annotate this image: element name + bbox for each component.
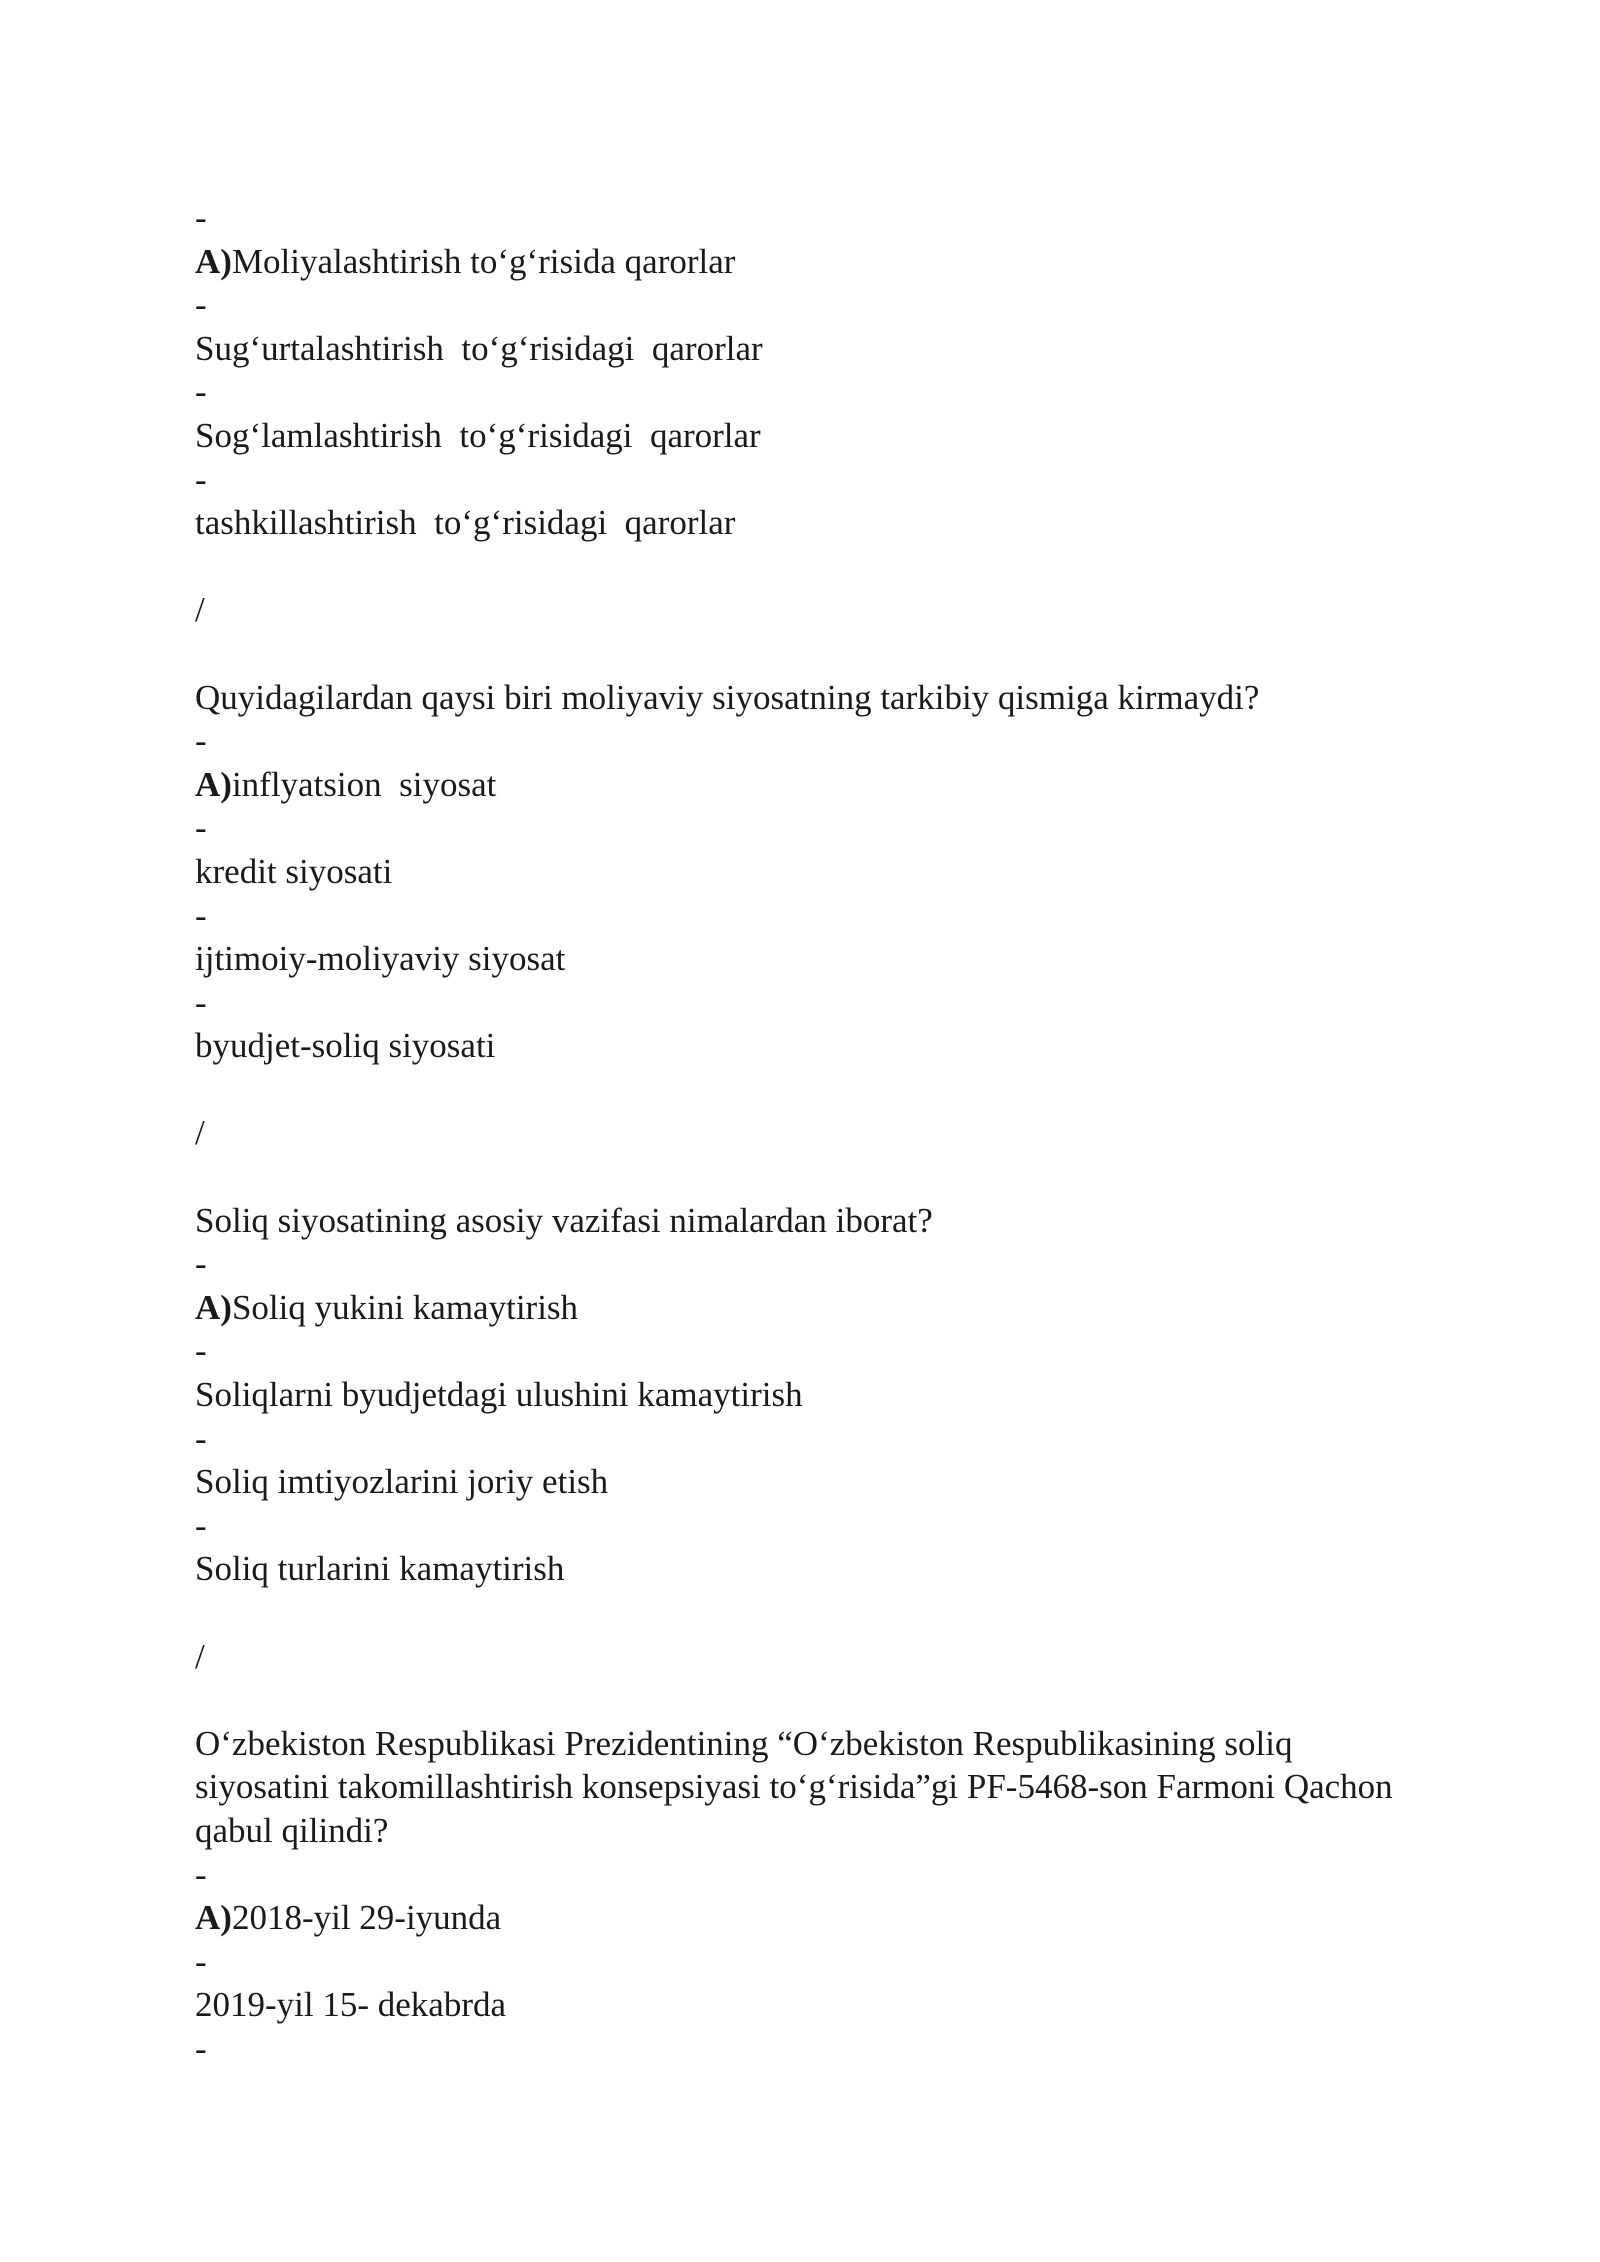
- option-b: kredit siyosati: [195, 851, 393, 891]
- option-dash: -: [195, 198, 207, 237]
- question-block-1: [195, 196, 1435, 545]
- option-dash: -: [195, 285, 207, 325]
- option-c: Sog‘lamlashtirish to‘g‘risidagi qarorlar: [195, 415, 761, 455]
- option-dash: -: [195, 1505, 207, 1545]
- option-d: byudjet-soliq siyosati: [195, 1026, 496, 1066]
- option-dash: -: [195, 1418, 207, 1458]
- option-a: [195, 763, 1435, 807]
- option-dash: -: [195, 895, 207, 935]
- option-c: Soliq imtiyozlarini joriy etish: [195, 1462, 609, 1502]
- question-block-4: [195, 1722, 1435, 2071]
- option-dash: -: [195, 2028, 207, 2068]
- option-b: 2019-yil 15- dekabrda: [195, 1985, 507, 2025]
- option-dash: -: [195, 459, 207, 499]
- document-page: [195, 196, 1435, 2071]
- option-d: tashkillashtirish to‘g‘risidagi qarorlar: [195, 503, 736, 543]
- option-dash: -: [195, 1854, 207, 1894]
- question-block-2: [195, 676, 1435, 1068]
- separator: /: [195, 1636, 205, 1676]
- option-a: [195, 1286, 1435, 1330]
- option-b: Sug‘urtalashtirish to‘g‘risidagi qarorlar: [195, 328, 763, 368]
- answer-prefix: A): [195, 764, 232, 804]
- question-text: O‘zbekiston Respublikasi Prezidentining “O‘zbekiston Respublikasining soliq siyosatini takomillashtirish konsepsiyasi to‘g‘risida”gi PF-5468-son Farmoni Qachon qabul qilindi?: [195, 1723, 1402, 1850]
- question-block-3: [195, 1199, 1435, 1591]
- answer-prefix: A): [195, 1898, 232, 1938]
- option-dash: -: [195, 721, 207, 761]
- option-dash: -: [195, 1331, 207, 1371]
- option-a: [195, 240, 1435, 284]
- question-text: Quyidagilardan qaysi biri moliyaviy siyosatning tarkibiy qismiga kirmaydi?: [195, 677, 1260, 717]
- option-c: ijtimoiy-moliyaviy siyosat: [195, 939, 566, 979]
- answer-prefix: A): [195, 1287, 232, 1327]
- separator: /: [195, 590, 205, 630]
- option-dash: -: [195, 982, 207, 1022]
- option-b: Soliqlarni byudjetdagi ulushini kamaytirish: [195, 1375, 803, 1415]
- question-text: Soliq siyosatining asosiy vazifasi nimalardan iborat?: [195, 1200, 933, 1240]
- option-dash: -: [195, 1244, 207, 1284]
- option-dash: -: [195, 808, 207, 848]
- option-text: Moliyalashtirish to‘g‘risida qarorlar: [231, 241, 736, 281]
- option-text: 2018-yil 29-iyunda: [231, 1898, 502, 1938]
- separator: /: [195, 1113, 205, 1153]
- option-dash: -: [195, 1941, 207, 1981]
- option-d: Soliq turlarini kamaytirish: [195, 1549, 565, 1589]
- option-dash: -: [195, 372, 207, 412]
- option-text: inflyatsion siyosat: [231, 764, 497, 804]
- option-text: Soliq yukini kamaytirish: [231, 1287, 579, 1327]
- option-a: [195, 1896, 1435, 1940]
- answer-prefix: A): [195, 241, 232, 281]
